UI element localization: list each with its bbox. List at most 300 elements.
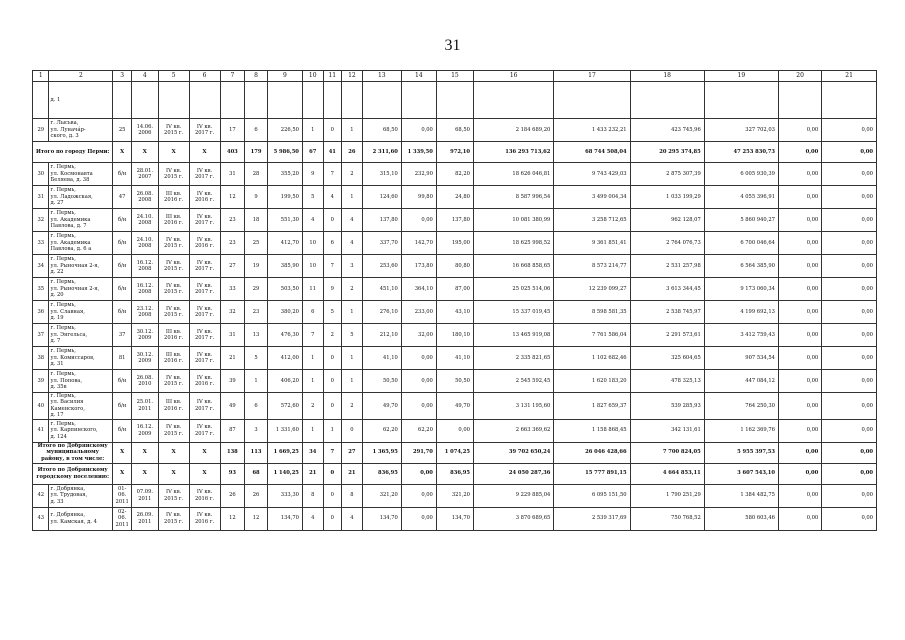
table-cell: 0,00 — [436, 419, 473, 442]
table-cell: 0,00 — [401, 463, 436, 484]
column-number-cell: 19 — [704, 71, 778, 82]
table-cell: 5 860 940,27 — [704, 209, 778, 232]
table-cell: 7 761 586,04 — [554, 324, 630, 347]
table-cell: 2 — [342, 163, 363, 186]
table-cell: 134,70 — [267, 507, 302, 530]
table-cell: 19 — [245, 255, 268, 278]
table-cell — [113, 82, 132, 119]
table-cell: 972,10 — [436, 142, 473, 163]
column-number-cell: 21 — [822, 71, 877, 82]
column-number-cell: 12 — [342, 71, 363, 82]
table-cell: 0,00 — [778, 324, 821, 347]
table-cell: 412,70 — [267, 232, 302, 255]
table-row — [33, 163, 877, 186]
table-cell: 82,20 — [436, 163, 473, 186]
table-cell: 321,20 — [436, 484, 473, 507]
table-cell: 0,00 — [778, 255, 821, 278]
row-number-cell: 41 — [33, 419, 49, 442]
table-cell: 1 433 232,21 — [554, 119, 630, 142]
table-cell: 62,20 — [401, 419, 436, 442]
table-cell: 0,00 — [401, 370, 436, 393]
table-cell: 26 — [220, 484, 245, 507]
table-cell: 451,10 — [362, 278, 401, 301]
table-cell: 41 — [323, 142, 342, 163]
table-cell: б/н — [113, 232, 132, 255]
table-cell: 21 — [342, 463, 363, 484]
table-cell: 1 — [342, 370, 363, 393]
table-cell: 4 — [342, 232, 363, 255]
table-cell: 0,00 — [401, 484, 436, 507]
table-cell: 3 607 543,10 — [704, 463, 778, 484]
column-number-row — [33, 71, 877, 82]
table-cell: 2 531 257,98 — [630, 255, 704, 278]
table-cell: 6 005 930,39 — [704, 163, 778, 186]
table-cell: 0,00 — [822, 209, 877, 232]
table-cell: 26.09. 2011 — [131, 507, 158, 530]
table-cell: б/н — [113, 209, 132, 232]
table-cell: 21 — [220, 347, 245, 370]
table-cell: 2 311,60 — [362, 142, 401, 163]
table-cell: 26.08. 2010 — [131, 370, 158, 393]
table-row — [33, 232, 877, 255]
table-cell: 7 700 824,05 — [630, 442, 704, 463]
table-cell: 24,80 — [436, 186, 473, 209]
address-cell: г. Пермь, ул. Академика Павлова, д. 6 а — [49, 232, 113, 255]
table-cell: 10 081 380,99 — [473, 209, 553, 232]
total-label: Итого по городу Перми: — [33, 142, 113, 163]
table-cell: 32,00 — [401, 324, 436, 347]
table-cell: 113 — [245, 442, 268, 463]
table-cell: 0,00 — [778, 463, 821, 484]
column-number-cell: 2 — [49, 71, 113, 82]
table-cell — [245, 82, 268, 119]
table-cell: 1 620 183,20 — [554, 370, 630, 393]
table-cell — [554, 82, 630, 119]
table-cell — [131, 82, 158, 119]
table-cell — [323, 82, 342, 119]
table-cell: 1 — [342, 186, 363, 209]
table-cell: 2 538 745,97 — [630, 301, 704, 324]
table-cell: 4 664 853,11 — [630, 463, 704, 484]
table-cell: 0,00 — [778, 370, 821, 393]
column-number-cell: 7 — [220, 71, 245, 82]
table-cell: 232,90 — [401, 163, 436, 186]
table-cell: 29 — [245, 278, 268, 301]
table-cell: 6 — [245, 393, 268, 420]
table-cell: 539 285,93 — [630, 393, 704, 420]
table-cell: 836,95 — [362, 463, 401, 484]
table-cell: 26 046 428,66 — [554, 442, 630, 463]
table-cell: 1 — [302, 370, 323, 393]
table-cell: 6 — [323, 232, 342, 255]
address-cell: г. Пермь, ул. Рыночная 2-я, д. 22 — [49, 255, 113, 278]
table-cell: 49,70 — [362, 393, 401, 420]
table-cell: X — [158, 142, 189, 163]
table-cell: 0 — [323, 209, 342, 232]
address-cell: г. Добрянка, ул. Трудовая, д. 33 — [49, 484, 113, 507]
table-cell: 447 084,12 — [704, 370, 778, 393]
table-cell: 0,00 — [778, 393, 821, 420]
table-cell: 5 955 397,53 — [704, 442, 778, 463]
table-row — [33, 209, 877, 232]
address-cell: г. Пермь, ул. Славная, д. 19 — [49, 301, 113, 324]
table-cell: 276,10 — [362, 301, 401, 324]
table-cell: 12 — [220, 507, 245, 530]
table-cell: 173,80 — [401, 255, 436, 278]
table-cell: 8 587 996,54 — [473, 186, 553, 209]
table-cell: 1 033 199,29 — [630, 186, 704, 209]
table-cell: 25 — [245, 232, 268, 255]
table-cell: 13 — [245, 324, 268, 347]
table-cell: 1 158 868,45 — [554, 419, 630, 442]
table-cell: 321,20 — [362, 484, 401, 507]
table-cell: 18 — [245, 209, 268, 232]
table-cell: 25 — [113, 119, 132, 142]
table-cell: III кв. 2016 г. — [158, 324, 189, 347]
table-cell — [33, 82, 49, 119]
table-cell: 212,10 — [362, 324, 401, 347]
table-cell: 1 — [342, 301, 363, 324]
table-cell: 337,70 — [362, 232, 401, 255]
table-cell: 99,80 — [401, 186, 436, 209]
table-cell: 26 — [245, 484, 268, 507]
table-cell: 2 — [342, 278, 363, 301]
table-cell: 12 239 099,27 — [554, 278, 630, 301]
table-cell: 24.10. 2008 — [131, 209, 158, 232]
address-cell: г. Пермь, ул. Карпинского, д. 124 — [49, 419, 113, 442]
address-cell: г. Лысьва, ул. Лунача́р- ского, д. 3 — [49, 119, 113, 142]
address-cell: г. Пермь, ул. Ладожская, д. 27 — [49, 186, 113, 209]
table-cell: 0,00 — [778, 163, 821, 186]
table-cell: 0,00 — [778, 301, 821, 324]
table-cell: 30.12. 2009 — [131, 324, 158, 347]
table-cell: 0,00 — [778, 209, 821, 232]
table-cell: 1 102 682,46 — [554, 347, 630, 370]
table-cell: 2 545 592,45 — [473, 370, 553, 393]
table-cell: 199,50 — [267, 186, 302, 209]
table-cell — [436, 82, 473, 119]
table-cell: 325 604,65 — [630, 347, 704, 370]
table-cell: 124,60 — [362, 186, 401, 209]
table-cell: X — [131, 442, 158, 463]
table-cell: X — [113, 463, 132, 484]
table-cell: 2 764 076,73 — [630, 232, 704, 255]
column-number-cell: 10 — [302, 71, 323, 82]
table-cell: 12 — [220, 186, 245, 209]
table-cell: 9 — [323, 278, 342, 301]
table-cell: 11 — [302, 278, 323, 301]
table-cell: 16.12. 2008 — [131, 255, 158, 278]
table-cell: 0,00 — [822, 119, 877, 142]
table-cell: 3 613 344,45 — [630, 278, 704, 301]
table-cell: 0,00 — [822, 255, 877, 278]
table-cell: 503,50 — [267, 278, 302, 301]
table-cell: 4 — [323, 186, 342, 209]
table-cell: X — [113, 142, 132, 163]
table-cell: 0,00 — [822, 301, 877, 324]
table-cell: 9 743 429,03 — [554, 163, 630, 186]
table-cell: 10 — [302, 232, 323, 255]
table-cell: б/н — [113, 255, 132, 278]
table-cell: 3 258 712,65 — [554, 209, 630, 232]
table-cell: 0 — [323, 507, 342, 530]
table-cell: 1 — [302, 419, 323, 442]
table-cell: 478 325,13 — [630, 370, 704, 393]
table-cell: 80,80 — [436, 255, 473, 278]
table-cell: 43,10 — [436, 301, 473, 324]
table-cell: 6 — [245, 119, 268, 142]
table-cell: 17 — [220, 119, 245, 142]
table-cell: 26.08. 2008 — [131, 186, 158, 209]
table-cell: 50,50 — [436, 370, 473, 393]
column-number-cell: 9 — [267, 71, 302, 82]
table-cell: 1 — [323, 419, 342, 442]
table-cell: 6 — [302, 301, 323, 324]
table-cell: 137,80 — [362, 209, 401, 232]
table-cell: 27 — [342, 442, 363, 463]
table-cell: 12 — [245, 507, 268, 530]
column-number-cell: 8 — [245, 71, 268, 82]
table-cell: 28.01. 2007 — [131, 163, 158, 186]
table-cell — [220, 82, 245, 119]
table-cell: 195,00 — [436, 232, 473, 255]
column-number-cell: 5 — [158, 71, 189, 82]
table-row — [33, 278, 877, 301]
table-cell — [342, 82, 363, 119]
column-number-cell: 14 — [401, 71, 436, 82]
table-cell: X — [131, 142, 158, 163]
table-cell: 333,30 — [267, 484, 302, 507]
table-cell: 134,70 — [362, 507, 401, 530]
row-number-cell: 32 — [33, 209, 49, 232]
table-cell: 16 668 858,65 — [473, 255, 553, 278]
table-cell: IV кв. 2016 г. — [189, 507, 220, 530]
table-cell: 5 — [245, 347, 268, 370]
table-cell: 47 253 830,73 — [704, 142, 778, 163]
row-number-cell: 36 — [33, 301, 49, 324]
address-cell: г. Пермь, ул. Энгельса, д. 7 — [49, 324, 113, 347]
table-cell: IV кв. 2015 г. — [158, 163, 189, 186]
table-cell: 9 229 885,04 — [473, 484, 553, 507]
table-cell: 0,00 — [401, 209, 436, 232]
table-cell: 137,80 — [436, 209, 473, 232]
column-number-cell: 1 — [33, 71, 49, 82]
table-cell: 7 — [302, 324, 323, 347]
row-number-cell: 34 — [33, 255, 49, 278]
table-cell: 49 — [220, 393, 245, 420]
table-cell — [362, 82, 401, 119]
column-number-cell: 11 — [323, 71, 342, 82]
table-row — [33, 484, 877, 507]
column-number-cell: 13 — [362, 71, 401, 82]
table-cell: 1 — [342, 119, 363, 142]
table-cell: 179 — [245, 142, 268, 163]
table-row — [33, 301, 877, 324]
table-cell: X — [113, 442, 132, 463]
row-number-cell: 33 — [33, 232, 49, 255]
table-cell: 142,70 — [401, 232, 436, 255]
table-cell — [473, 82, 553, 119]
table-cell: 41,10 — [436, 347, 473, 370]
table-cell: 327 702,03 — [704, 119, 778, 142]
table-cell: 0,00 — [401, 347, 436, 370]
table-cell: 07.09. 2011 — [131, 484, 158, 507]
address-cell: г. Пермь, ул. Космонавта Беляева, д. 38 — [49, 163, 113, 186]
total-row — [33, 442, 877, 463]
table-cell: 4 199 692,13 — [704, 301, 778, 324]
table-cell: 37 — [113, 324, 132, 347]
table-cell — [778, 82, 821, 119]
table-cell: 7 — [323, 442, 342, 463]
table-cell: 0,00 — [778, 142, 821, 163]
table-cell: 4 — [342, 209, 363, 232]
table-cell: IV кв. 2017 г. — [189, 419, 220, 442]
table-cell: 0 — [323, 119, 342, 142]
table-cell: 27 — [220, 255, 245, 278]
total-label: Итого по Добрянскому городскому поселению: — [33, 463, 113, 484]
table-cell: 5 — [302, 186, 323, 209]
table-cell: 01- 06. 2011 — [113, 484, 132, 507]
table-cell: 9 173 060,34 — [704, 278, 778, 301]
table-cell: 1 — [302, 347, 323, 370]
table-cell: 3 870 689,65 — [473, 507, 553, 530]
total-row — [33, 463, 877, 484]
table-cell: 26 — [342, 142, 363, 163]
table-cell: IV кв. 2017 г. — [189, 347, 220, 370]
table-cell: 0,00 — [778, 442, 821, 463]
table-cell: 1 — [302, 119, 323, 142]
table-cell: 8 — [342, 484, 363, 507]
table-cell: 1 827 659,37 — [554, 393, 630, 420]
table-cell: 0,00 — [822, 393, 877, 420]
table-cell: 2 539 317,69 — [554, 507, 630, 530]
table-cell: X — [189, 442, 220, 463]
table-cell: 551,30 — [267, 209, 302, 232]
table-cell: 291,70 — [401, 442, 436, 463]
table-cell — [302, 82, 323, 119]
table-cell: 16.12. 2008 — [131, 278, 158, 301]
table-cell: 0,00 — [778, 186, 821, 209]
table-cell: III кв. 2016 г. — [158, 347, 189, 370]
table-cell: 62,20 — [362, 419, 401, 442]
row-number-cell: 30 — [33, 163, 49, 186]
table-cell: 136 293 713,62 — [473, 142, 553, 163]
table-cell: 25 025 514,06 — [473, 278, 553, 301]
table-cell: 4 — [302, 507, 323, 530]
table-row — [33, 393, 877, 420]
table-cell: 93 — [220, 463, 245, 484]
table-cell: 0,00 — [778, 347, 821, 370]
table-row — [33, 347, 877, 370]
table-cell — [822, 82, 877, 119]
table-cell: 572,60 — [267, 393, 302, 420]
column-number-cell: 6 — [189, 71, 220, 82]
row-number-cell: 42 — [33, 484, 49, 507]
table-cell: 7 — [323, 255, 342, 278]
table-cell: 1 365,95 — [362, 442, 401, 463]
table-cell: IV кв. 2017 г. — [189, 163, 220, 186]
table-cell: IV кв. 2015 г. — [158, 419, 189, 442]
table-cell: III кв. 2016 г. — [158, 393, 189, 420]
continuation-row — [33, 82, 877, 119]
table-cell: 1 790 251,29 — [630, 484, 704, 507]
table-cell: 907 534,54 — [704, 347, 778, 370]
row-number-cell: 31 — [33, 186, 49, 209]
table-cell: 68 744 508,04 — [554, 142, 630, 163]
table-cell: 138 — [220, 442, 245, 463]
row-number-cell: 43 — [33, 507, 49, 530]
table-cell: 5 986,50 — [267, 142, 302, 163]
table-cell: 16.12. 2009 — [131, 419, 158, 442]
table-cell: IV кв. 2017 г. — [189, 119, 220, 142]
table-cell: 5 — [323, 301, 342, 324]
table-row — [33, 507, 877, 530]
table-cell: 0,00 — [778, 232, 821, 255]
table-cell: 39 702 650,24 — [473, 442, 553, 463]
table-cell: 15 337 019,45 — [473, 301, 553, 324]
table-cell: 0,00 — [822, 507, 877, 530]
table-cell: IV кв. 2016 г. — [189, 484, 220, 507]
table-row — [33, 119, 877, 142]
table-cell: IV кв. 2015 г. — [158, 370, 189, 393]
table-cell: IV кв. 2015 г. — [158, 232, 189, 255]
table-cell: 0,00 — [778, 419, 821, 442]
table-cell: б/н — [113, 301, 132, 324]
table-cell: IV кв. 2016 г. — [189, 370, 220, 393]
table-row — [33, 419, 877, 442]
table-cell: X — [158, 442, 189, 463]
table-cell: 2 — [342, 393, 363, 420]
table-cell: б/н — [113, 370, 132, 393]
table-cell: 0,00 — [401, 393, 436, 420]
table-cell: 0,00 — [778, 278, 821, 301]
table-cell: 23 — [245, 301, 268, 324]
table-cell: 0 — [323, 463, 342, 484]
table-cell: 49,70 — [436, 393, 473, 420]
table-cell: 0 — [323, 484, 342, 507]
table-cell: 1 339,50 — [401, 142, 436, 163]
table-cell: 0,00 — [822, 370, 877, 393]
table-cell: 750 768,52 — [630, 507, 704, 530]
column-number-cell: 15 — [436, 71, 473, 82]
table-cell: X — [189, 142, 220, 163]
table-cell: 0 — [323, 347, 342, 370]
table-cell: 1 — [245, 370, 268, 393]
table-cell: IV кв. 2015 г. — [158, 301, 189, 324]
table-cell: 5 — [342, 324, 363, 347]
table-row — [33, 186, 877, 209]
table-cell: б/н — [113, 278, 132, 301]
table-cell: 47 — [113, 186, 132, 209]
table-cell: 18 625 998,52 — [473, 232, 553, 255]
table-cell: 315,10 — [362, 163, 401, 186]
table-cell: X — [158, 463, 189, 484]
table-cell: 20 295 374,85 — [630, 142, 704, 163]
table-cell: 2 — [302, 393, 323, 420]
table-cell: 18 626 046,81 — [473, 163, 553, 186]
address-cell: г. Пермь, ул. Рыночная 2-я, д. 20 — [49, 278, 113, 301]
table-cell: 31 — [220, 324, 245, 347]
table-cell: 0,00 — [401, 119, 436, 142]
address-cell: г. Пермь, ул. Комиссаров, д. 31 — [49, 347, 113, 370]
table-cell: 24.10. 2008 — [131, 232, 158, 255]
total-label: Итого по Добрянскому муниципальному району, в том числе: — [33, 442, 113, 463]
table-cell: 31 — [220, 163, 245, 186]
table-cell: 9 — [245, 186, 268, 209]
table-cell — [704, 82, 778, 119]
table-cell: 15 777 891,15 — [554, 463, 630, 484]
row-number-cell: 39 — [33, 370, 49, 393]
